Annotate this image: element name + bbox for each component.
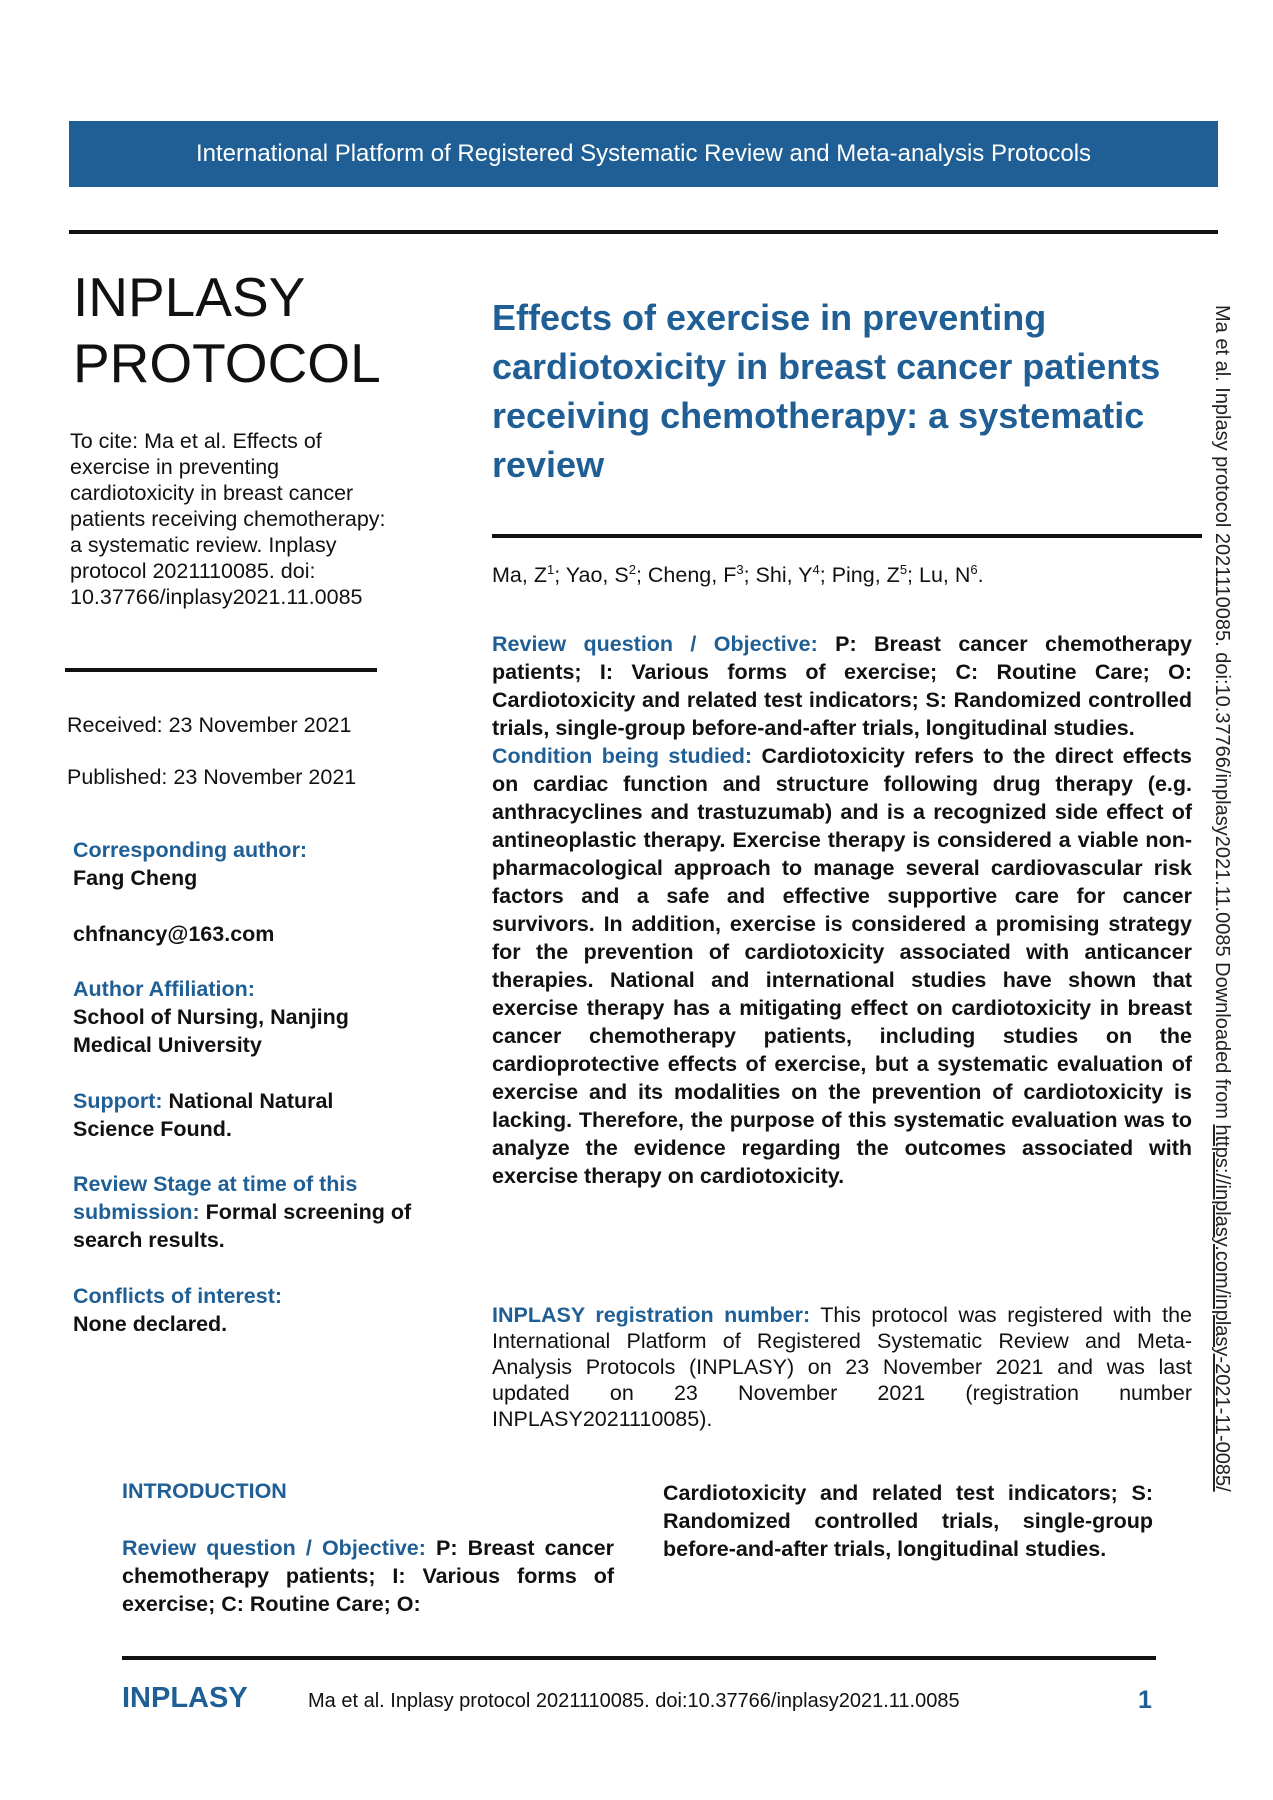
author-email[interactable]: chfnancy@163.com xyxy=(73,922,275,946)
introduction-heading: INTRODUCTION xyxy=(122,1479,287,1503)
intro-column-2: Cardiotoxicity and related test indicators; S: Randomized controlled trials, single-group before-and-after trials, longitudinal studies. xyxy=(663,1481,1153,1561)
conflicts-label: Conflicts of interest: xyxy=(73,1284,283,1308)
support-block xyxy=(73,1087,373,1143)
header-banner: International Platform of Registered Systematic Review and Meta-analysis Protocols xyxy=(69,121,1218,187)
author-affiliation-marker: 6 xyxy=(970,562,978,577)
author-affiliation-marker: 5 xyxy=(899,562,908,577)
corresponding-author-block xyxy=(73,836,433,892)
conflicts-block xyxy=(73,1282,433,1338)
download-link[interactable]: https://inplasy.com/inplasy-2021-11-0085/ xyxy=(1211,1124,1233,1492)
condition-label: Condition being studied: xyxy=(492,744,753,768)
author-name: Ma, Z xyxy=(492,563,547,588)
intro-review-question-label: Review question / Objective: xyxy=(122,1536,426,1560)
corresponding-author-label: Corresponding author: xyxy=(73,838,308,862)
review-question-paragraph xyxy=(492,630,1192,742)
condition-paragraph xyxy=(492,742,1192,1190)
author-affiliation-marker: 4 xyxy=(812,562,820,577)
registration-label: INPLASY registration number: xyxy=(492,1303,811,1327)
review-question-text: P: Breast cancer chemotherapy patients; I: Various forms of exercise; C: Routine Care; O: Cardiotoxicity and related test indicators; S: Randomized controlled trials, single-group before-and-after trials, longitudinal studies. xyxy=(492,632,1192,740)
intro-column-1 xyxy=(122,1534,614,1618)
review-question-label: Review question / Objective: xyxy=(492,632,818,656)
footer-rule xyxy=(122,1656,1156,1660)
title-rule xyxy=(492,534,1202,538)
paper-title: Effects of exercise in preventing cardiotoxicity in breast cancer patients receiving chemotherapy: a systematic review xyxy=(492,297,1161,485)
page-number: 1 xyxy=(1138,1686,1152,1714)
author-name: Yao, S xyxy=(565,563,629,588)
review-stage-block xyxy=(73,1170,418,1254)
condition-text: Cardiotoxicity refers to the direct effects on cardiac function and structure following drug therapy (e.g. anthracyclines and trastuzumab) and is a recognized side effect of antineoplastic therapy. Exercise therapy is considered a viable non-pharmacological approach to manage several cardiovascular risk factors and a safe and effective supportive care for cancer survivors. In addition, exercise is considered a promising strategy for the prevention of cardiotoxicity associated with anticancer therapies. National and international studies have shown that exercise therapy has a mitigating effect on cardiotoxicity in breast cancer chemotherapy patients, including studies on the cardioprotective effects of exercise, but a systematic evaluation of exercise and its modalities on the prevention of cardiotoxicity is lacking. Therefore, the purpose of this systematic evaluation was to analyze the evidence regarding the outcomes associated with exercise therapy on cardiotoxicity. xyxy=(492,744,1192,1188)
intro-column-1-text: P: Breast cancer chemotherapy patients; I: Various forms of exercise; C: Routine Care; O: xyxy=(122,1536,614,1616)
author-name: Lu, N xyxy=(919,563,971,588)
affiliation-block xyxy=(73,975,403,1059)
brand-line-1: INPLASY xyxy=(73,266,306,328)
received-date: Received: 23 November 2021 xyxy=(67,713,352,737)
review-stage-label: Review Stage at time of this submission: xyxy=(73,1172,358,1224)
brand-line-2: PROTOCOL xyxy=(73,332,381,394)
corresponding-author-name: Fang Cheng xyxy=(73,866,198,890)
sidebar-rule xyxy=(65,668,377,672)
author-name: Shi, Y xyxy=(755,563,813,588)
author-affiliation-marker: 2 xyxy=(628,562,636,577)
footer-brand: INPLASY xyxy=(122,1682,248,1714)
citation-text: To cite: Ma et al. Effects of exercise in preventing cardiotoxicity in breast cancer patients receiving chemotherapy: a systematic review. Inplasy protocol 2021110085. doi: 10.37766/inplasy2021.11.0085 xyxy=(70,429,386,609)
footer-citation: Ma et al. Inplasy protocol 2021110085. doi:10.37766/inplasy2021.11.0085 xyxy=(308,1690,960,1712)
published-date: Published: 23 November 2021 xyxy=(67,765,357,789)
support-label: Support: xyxy=(73,1089,163,1113)
affiliation-text: School of Nursing, Nanjing Medical University xyxy=(73,1005,349,1057)
author-name: Ping, Z xyxy=(831,563,900,588)
author-affiliation-marker: 1 xyxy=(546,562,555,577)
support-text: National Natural Science Found. xyxy=(73,1089,334,1141)
download-note xyxy=(1203,305,1233,1605)
review-stage-text: Formal screening of search results. xyxy=(73,1200,412,1252)
brand-heading xyxy=(73,264,381,396)
registration-text: This protocol was registered with the International Platform of Registered Systematic Review and Meta-Analysis Protocols (INPLASY) on 23 November 2021 and was last updated on 23 November 2021 (registration number INPLASY2021110085). xyxy=(492,1303,1192,1431)
author-name: Cheng, F xyxy=(647,563,737,588)
top-rule xyxy=(69,230,1218,234)
author-affiliation-marker: 3 xyxy=(736,562,744,577)
affiliation-label: Author Affiliation: xyxy=(73,977,255,1001)
abstract-block xyxy=(492,630,1192,1190)
conflicts-text: None declared. xyxy=(73,1312,228,1336)
author-list: Ma, $Z^1$; Yao, $S^2$; Cheng, $F^3$; Shi, $Y^4$; Ping, $Z^5$; Lu, $N^6$. xyxy=(492,562,984,588)
registration-paragraph xyxy=(492,1302,1192,1432)
download-note-text: Ma et al. Inplasy protocol 2021110085. doi:10.37766/inplasy2021.11.0085 Downloaded from xyxy=(1211,305,1233,1125)
